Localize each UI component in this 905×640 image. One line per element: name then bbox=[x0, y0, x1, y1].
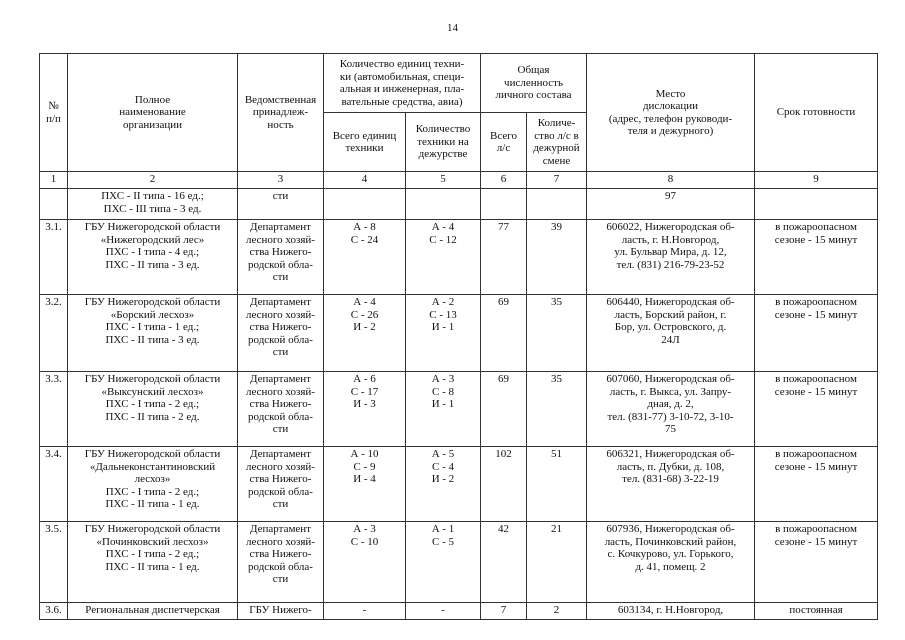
cell-staff-total: 69 bbox=[481, 372, 527, 447]
cell-readiness: в пожароопасном сезоне - 15 минут bbox=[755, 447, 878, 522]
table-row-continuation bbox=[40, 189, 878, 220]
cell-location: 606022, Нижегородская об- ласть, г. Н.Новгород, ул. Бульвар Мира, д. 12, тел. (831) 216-79-23-52 bbox=[587, 220, 755, 295]
page-number: 14 bbox=[447, 22, 458, 34]
cell-num: 3.2. bbox=[40, 295, 68, 372]
cell-equipment-duty: А - 2 С - 13 И - 1 bbox=[406, 295, 481, 372]
cell-staff-shift bbox=[527, 189, 587, 220]
cell-equipment-total: А - 10 С - 9 И - 4 bbox=[324, 447, 406, 522]
header-equipment-group: Количество единиц техни- ки (автомобильная, специ- альная и инженерная, пла- вательные средства, авиа) bbox=[324, 54, 481, 113]
cell-equipment-total: - bbox=[324, 603, 406, 620]
cell-num: 3.6. bbox=[40, 603, 68, 620]
cell-num: 3.1. bbox=[40, 220, 68, 295]
column-number: 3 bbox=[238, 172, 324, 189]
table-row bbox=[40, 220, 878, 295]
cell-location: 97 bbox=[587, 189, 755, 220]
cell-location: 606440, Нижегородская об- ласть, Борский район, г. Бор, ул. Островского, д. 24Л bbox=[587, 295, 755, 372]
cell-dept: Департамент лесного хозяй- ства Нижего- родской обла- сти bbox=[238, 220, 324, 295]
cell-num: 3.5. bbox=[40, 522, 68, 603]
cell-readiness: в пожароопасном сезоне - 15 минут bbox=[755, 220, 878, 295]
cell-dept: Департамент лесного хозяй- ства Нижего- родской обла- сти bbox=[238, 447, 324, 522]
cell-location: 607936, Нижегородская об- ласть, Починковский район, с. Кочкурово, ул. Горького, д. 41, помещ. 2 bbox=[587, 522, 755, 603]
cell-staff-shift: 39 bbox=[527, 220, 587, 295]
cell-readiness: в пожароопасном сезоне - 15 минут bbox=[755, 522, 878, 603]
cell-staff-total: 7 bbox=[481, 603, 527, 620]
header-staff-shift: Количе- ство л/с в дежурной смене bbox=[527, 113, 587, 172]
column-number-row bbox=[40, 172, 878, 189]
cell-dept: Департамент лесного хозяй- ства Нижего- родской обла- сти bbox=[238, 522, 324, 603]
header-equipment-duty: Количество техники на дежурстве bbox=[406, 113, 481, 172]
column-number: 9 bbox=[755, 172, 878, 189]
cell-dept: сти bbox=[238, 189, 324, 220]
table-row bbox=[40, 447, 878, 522]
cell-staff-shift: 35 bbox=[527, 295, 587, 372]
cell-staff-total: 102 bbox=[481, 447, 527, 522]
cell-equipment-duty: - bbox=[406, 603, 481, 620]
header-readiness: Срок готовности bbox=[755, 54, 878, 172]
column-number: 5 bbox=[406, 172, 481, 189]
cell-staff-shift: 51 bbox=[527, 447, 587, 522]
table-row bbox=[40, 295, 878, 372]
cell-dept: Департамент лесного хозяй- ства Нижего- родской обла- сти bbox=[238, 295, 324, 372]
cell-location: 607060, Нижегородская об- ласть, г. Выкса, ул. Запру- дная, д. 2, тел. (831-77) 3-10-72, 3-10- 75 bbox=[587, 372, 755, 447]
header-staff-total: Всего л/с bbox=[481, 113, 527, 172]
cell-num: 3.4. bbox=[40, 447, 68, 522]
column-number: 6 bbox=[481, 172, 527, 189]
cell-name: ГБУ Нижегородской области «Нижегородский лес» ПХС - I типа - 4 ед.; ПХС - II типа - 3 ед. bbox=[68, 220, 238, 295]
cell-readiness: постоянная bbox=[755, 603, 878, 620]
header-dept: Ведомственная принадлеж- ность bbox=[238, 54, 324, 172]
cell-staff-shift: 21 bbox=[527, 522, 587, 603]
cell-equipment-duty bbox=[406, 189, 481, 220]
cell-equipment-total: А - 3 С - 10 bbox=[324, 522, 406, 603]
header-num: № п/п bbox=[40, 54, 68, 172]
forces-table bbox=[39, 53, 878, 620]
cell-equipment-total bbox=[324, 189, 406, 220]
cell-equipment-duty: А - 5 С - 4 И - 2 bbox=[406, 447, 481, 522]
cell-name: ГБУ Нижегородской области «Дальнеконстантиновский лесхоз» ПХС - I типа - 2 ед.; ПХС - II типа - 1 ед. bbox=[68, 447, 238, 522]
cell-staff-total: 77 bbox=[481, 220, 527, 295]
cell-staff-shift: 35 bbox=[527, 372, 587, 447]
cell-name: Региональная диспетчерская bbox=[68, 603, 238, 620]
cell-equipment-total: А - 6 С - 17 И - 3 bbox=[324, 372, 406, 447]
cell-dept: ГБУ Нижего- bbox=[238, 603, 324, 620]
cell-staff-shift: 2 bbox=[527, 603, 587, 620]
table-row bbox=[40, 603, 878, 620]
cell-dept: Департамент лесного хозяй- ства Нижего- родской обла- сти bbox=[238, 372, 324, 447]
column-number: 1 bbox=[40, 172, 68, 189]
header-equipment-total: Всего единиц техники bbox=[324, 113, 406, 172]
cell-equipment-duty: А - 4 С - 12 bbox=[406, 220, 481, 295]
cell-num bbox=[40, 189, 68, 220]
table-row bbox=[40, 522, 878, 603]
cell-location: 606321, Нижегородская об- ласть, п. Дубки, д. 108, тел. (831-68) 3-22-19 bbox=[587, 447, 755, 522]
column-number: 8 bbox=[587, 172, 755, 189]
cell-readiness bbox=[755, 189, 878, 220]
cell-num: 3.3. bbox=[40, 372, 68, 447]
cell-name: ГБУ Нижегородской области «Борский лесхоз» ПХС - I типа - 1 ед.; ПХС - II типа - 3 ед. bbox=[68, 295, 238, 372]
cell-name: ГБУ Нижегородской области «Выксунский лесхоз» ПХС - I типа - 2 ед.; ПХС - II типа - 2 ед. bbox=[68, 372, 238, 447]
table-row bbox=[40, 372, 878, 447]
column-number: 7 bbox=[527, 172, 587, 189]
header-location: Место дислокации (адрес, телефон руководи- теля и дежурного) bbox=[587, 54, 755, 172]
header-staff-group: Общая численность личного состава bbox=[481, 54, 587, 113]
cell-staff-total: 69 bbox=[481, 295, 527, 372]
cell-location: 603134, г. Н.Новгород, bbox=[587, 603, 755, 620]
header-row-1 bbox=[40, 54, 878, 113]
header-name: Полное наименование организации bbox=[68, 54, 238, 172]
column-number: 4 bbox=[324, 172, 406, 189]
cell-readiness: в пожароопасном сезоне - 15 минут bbox=[755, 372, 878, 447]
column-number: 2 bbox=[68, 172, 238, 189]
cell-readiness: в пожароопасном сезоне - 15 минут bbox=[755, 295, 878, 372]
cell-staff-total bbox=[481, 189, 527, 220]
cell-staff-total: 42 bbox=[481, 522, 527, 603]
cell-name: ПХС - II типа - 16 ед.; ПХС - III типа - 3 ед. bbox=[68, 189, 238, 220]
cell-equipment-duty: А - 1 С - 5 bbox=[406, 522, 481, 603]
cell-equipment-total: А - 4 С - 26 И - 2 bbox=[324, 295, 406, 372]
cell-equipment-duty: А - 3 С - 8 И - 1 bbox=[406, 372, 481, 447]
cell-equipment-total: А - 8 С - 24 bbox=[324, 220, 406, 295]
cell-name: ГБУ Нижегородской области «Починковский лесхоз» ПХС - I типа - 2 ед.; ПХС - II типа - 1 ед. bbox=[68, 522, 238, 603]
